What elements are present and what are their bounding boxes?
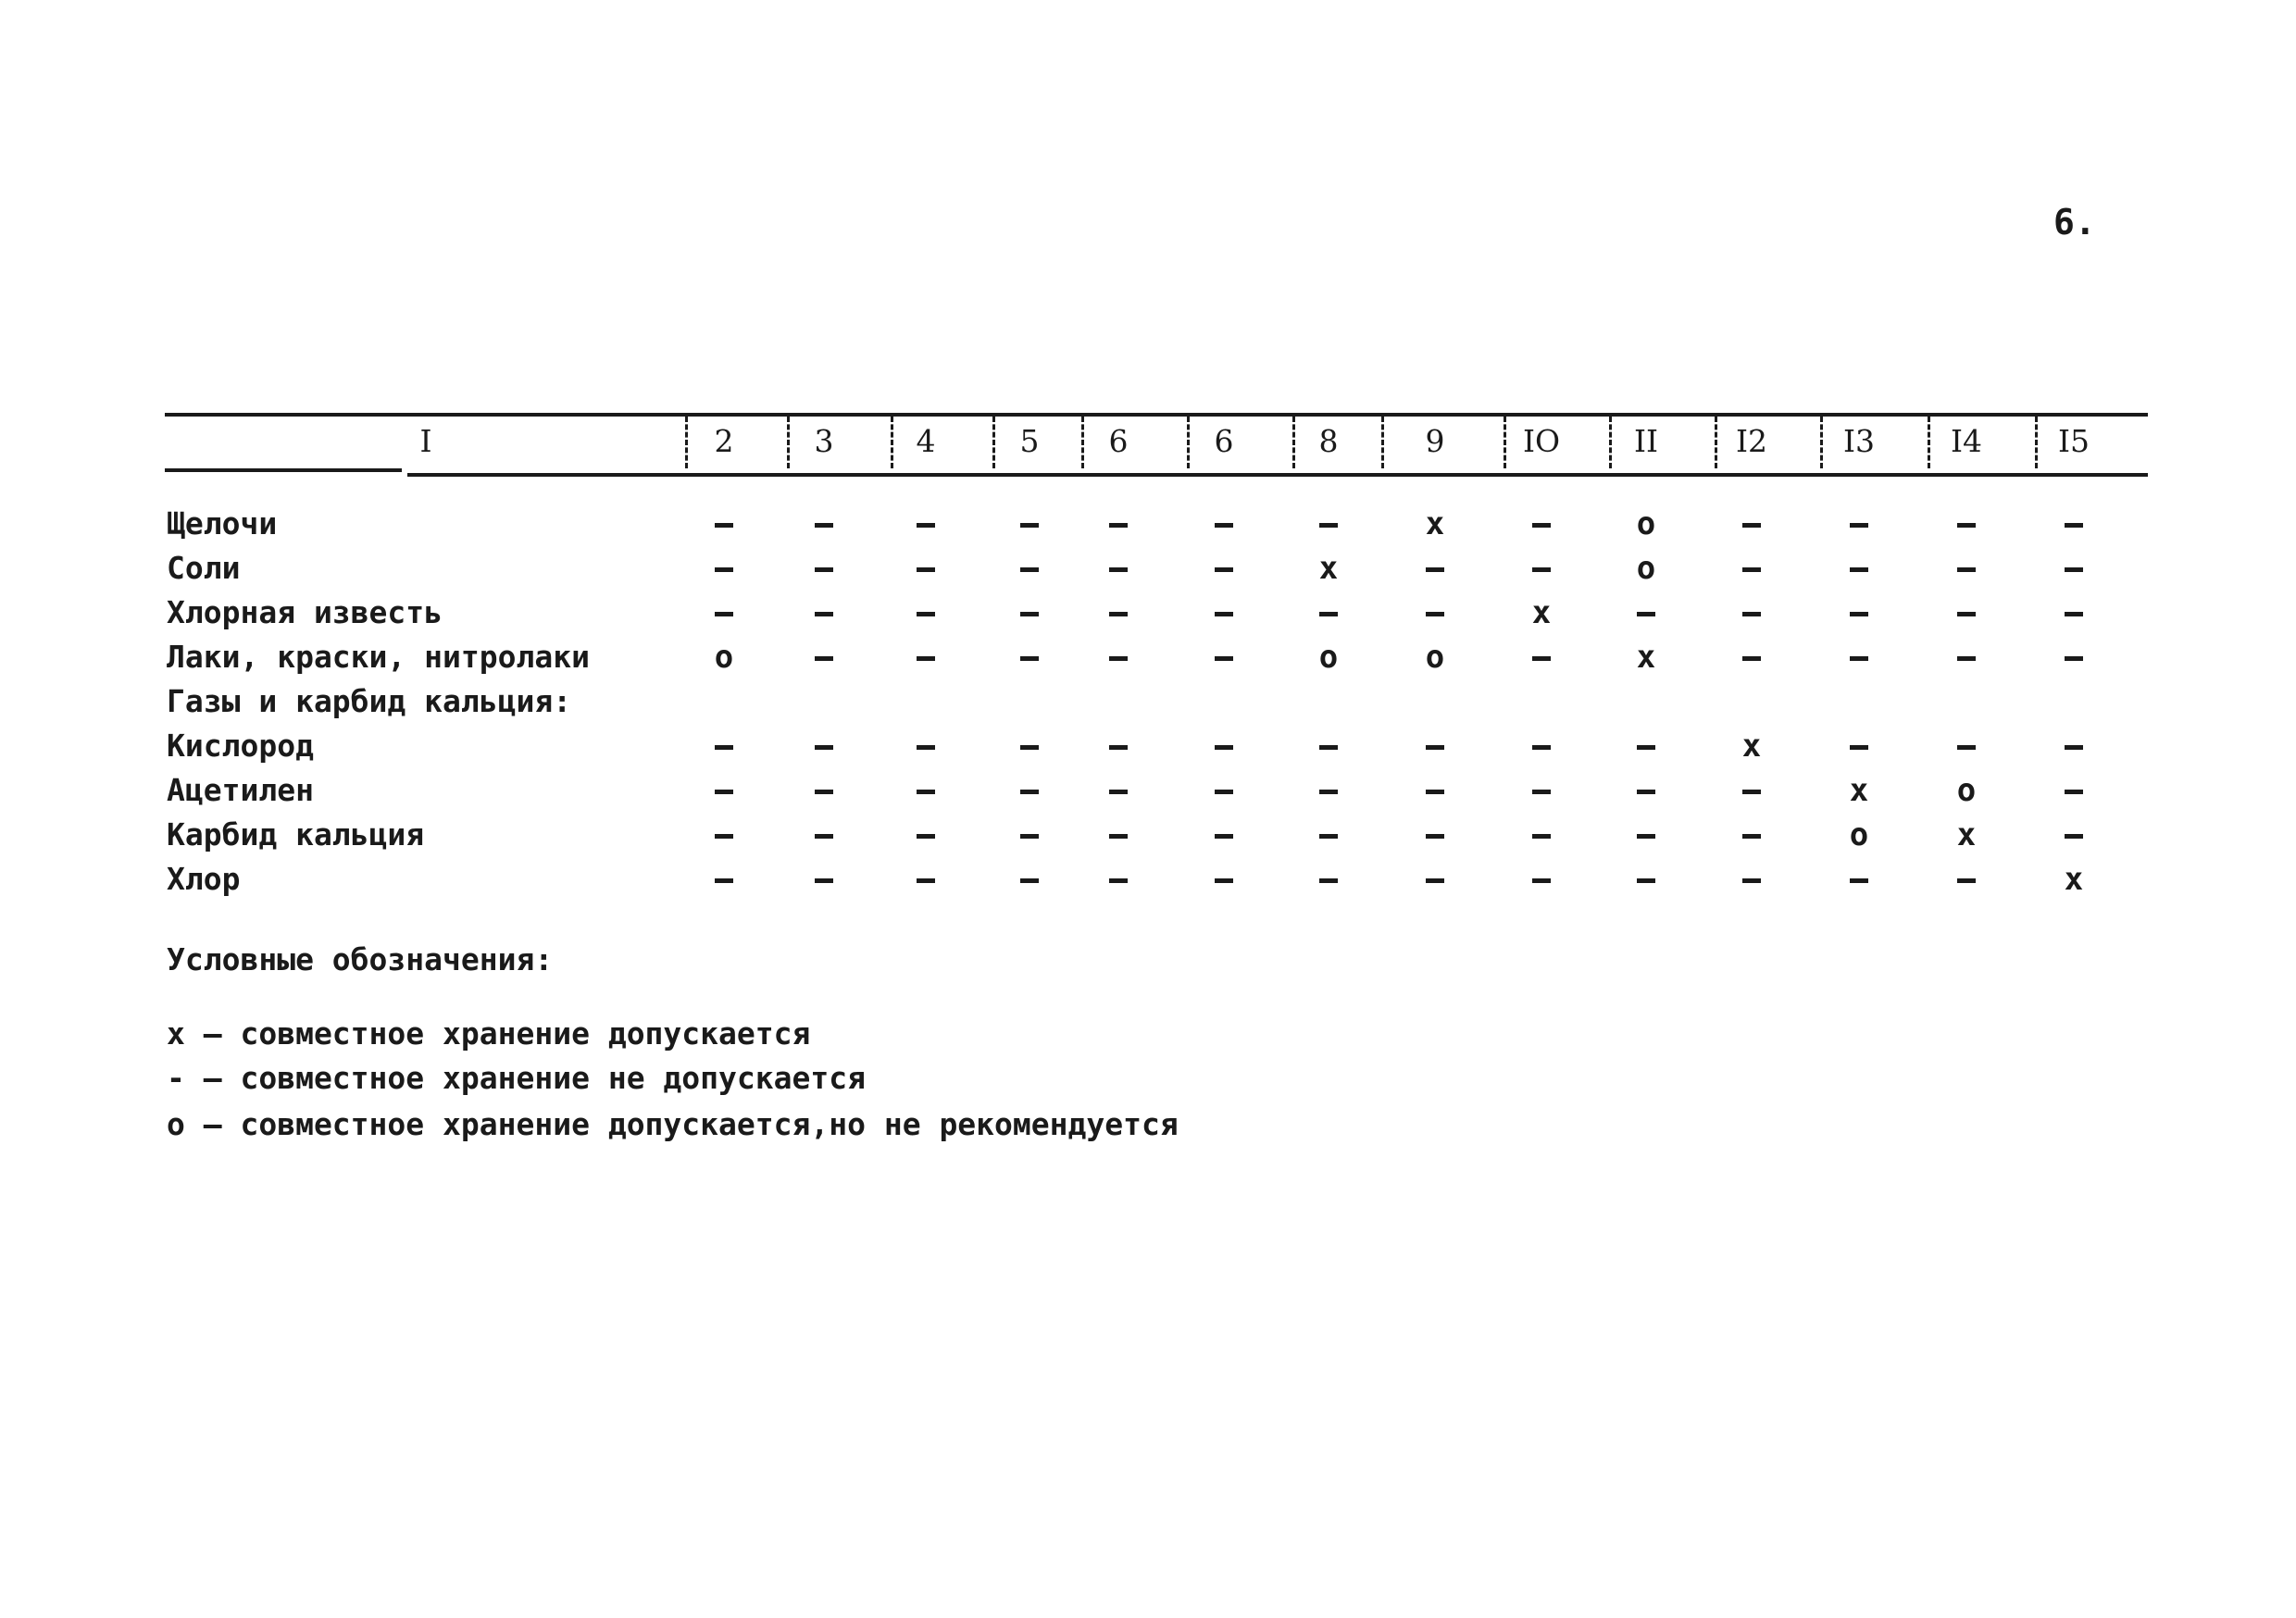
- dash-mark: [815, 834, 833, 839]
- table-cell-dash: [792, 724, 856, 768]
- dash-mark: [715, 612, 733, 616]
- table-cell-dash: [1509, 857, 1574, 902]
- row-label: Лаки, краски, нитролаки: [167, 639, 590, 675]
- table-cell-dash: [2041, 768, 2106, 813]
- dash-mark: [715, 523, 733, 528]
- table-cell-dash: [893, 724, 958, 768]
- table-cell-dash: [1086, 813, 1151, 857]
- column-header: I3: [1842, 423, 1876, 459]
- table-cell-dash: [1192, 724, 1256, 768]
- table-cell-dash: [1296, 813, 1361, 857]
- column-header: 9: [1425, 423, 1445, 459]
- table-cell-dash: [1192, 591, 1256, 635]
- legend-item: o – совместное хранение допускается,но не рекомендуется: [167, 1106, 1179, 1142]
- table-cell-dash: [1403, 768, 1467, 813]
- dash-mark: [1215, 567, 1233, 572]
- column-header: II: [1633, 423, 1659, 459]
- table-cell-dash: [1934, 502, 1999, 546]
- column-header: 8: [1318, 423, 1339, 459]
- table-cell-dash: [1719, 591, 1784, 635]
- table-cell-dash: [1296, 724, 1361, 768]
- dash-mark: [917, 834, 935, 839]
- dash-mark: [815, 523, 833, 528]
- table-cell-dash: [692, 546, 756, 591]
- table-cell-dash: [1086, 768, 1151, 813]
- table-cell: o: [1636, 550, 1656, 587]
- table-cell-dash: [1296, 857, 1361, 902]
- dash-mark: [1215, 790, 1233, 794]
- table-cell-dash: [692, 857, 756, 902]
- table-cell-dash: [1719, 635, 1784, 679]
- page-number: 6.: [2053, 202, 2096, 243]
- column-separator: [1381, 417, 1384, 468]
- dash-mark: [715, 878, 733, 883]
- table-cell: x: [1956, 816, 1977, 853]
- dash-mark: [2065, 790, 2083, 794]
- row-label: Кислород: [167, 728, 314, 764]
- table-cell-dash: [2041, 724, 2106, 768]
- dash-mark: [1020, 567, 1039, 572]
- dash-mark: [1020, 612, 1039, 616]
- table-cell-dash: [1403, 591, 1467, 635]
- column-header: 6: [1108, 423, 1129, 459]
- table-cell: o: [1956, 772, 1977, 809]
- dash-mark: [1850, 567, 1868, 572]
- table-cell-dash: [1614, 724, 1678, 768]
- column-header: I4: [1950, 423, 1983, 459]
- dash-mark: [1850, 523, 1868, 528]
- dash-mark: [1319, 790, 1338, 794]
- table-cell-dash: [893, 591, 958, 635]
- dash-mark: [1957, 567, 1976, 572]
- table-cell-dash: [792, 591, 856, 635]
- dash-mark: [1215, 834, 1233, 839]
- row-label: Щелочи: [167, 505, 278, 541]
- dash-mark: [1742, 523, 1761, 528]
- table-cell: o: [1636, 505, 1656, 542]
- table-cell-dash: [1086, 502, 1151, 546]
- dash-mark: [1532, 834, 1551, 839]
- table-cell-dash: [997, 635, 1062, 679]
- table-cell-dash: [1192, 502, 1256, 546]
- table-cell-dash: [1934, 591, 1999, 635]
- table-cell: x: [1425, 505, 1445, 542]
- table-cell-dash: [1192, 857, 1256, 902]
- table-cell-dash: [1827, 502, 1891, 546]
- dash-mark: [1109, 567, 1128, 572]
- row-label: Соли: [167, 550, 241, 586]
- table-cell-dash: [997, 502, 1062, 546]
- dash-mark: [1426, 567, 1444, 572]
- table-cell-dash: [893, 635, 958, 679]
- table-cell-dash: [997, 813, 1062, 857]
- dash-mark: [1319, 612, 1338, 616]
- table-cell-dash: [692, 502, 756, 546]
- dash-mark: [2065, 523, 2083, 528]
- dash-mark: [1020, 790, 1039, 794]
- table-cell-dash: [1719, 768, 1784, 813]
- table-cell-dash: [692, 591, 756, 635]
- column-header: I: [419, 423, 432, 459]
- table-cell-dash: [997, 768, 1062, 813]
- table-cell-dash: [997, 546, 1062, 591]
- column-header: 2: [714, 423, 734, 459]
- dash-mark: [917, 745, 935, 750]
- dash-mark: [1109, 834, 1128, 839]
- dash-mark: [1850, 745, 1868, 750]
- dash-mark: [1109, 523, 1128, 528]
- table-cell-dash: [1403, 857, 1467, 902]
- table-cell-dash: [692, 768, 756, 813]
- dash-mark: [815, 567, 833, 572]
- table-cell: o: [1425, 639, 1445, 676]
- table-cell-dash: [792, 813, 856, 857]
- dash-mark: [2065, 834, 2083, 839]
- column-header: IO: [1522, 423, 1561, 459]
- table-cell-dash: [1403, 813, 1467, 857]
- dash-mark: [1637, 878, 1655, 883]
- table-cell-dash: [1827, 546, 1891, 591]
- table-cell-dash: [2041, 635, 2106, 679]
- dash-mark: [917, 878, 935, 883]
- dash-mark: [815, 878, 833, 883]
- table-cell-dash: [1934, 857, 1999, 902]
- table-cell-dash: [1827, 635, 1891, 679]
- table-cell-dash: [1086, 724, 1151, 768]
- column-header: 6: [1214, 423, 1234, 459]
- table-cell-dash: [1934, 546, 1999, 591]
- table-cell-dash: [1614, 768, 1678, 813]
- dash-mark: [1215, 612, 1233, 616]
- table-cell-dash: [1086, 546, 1151, 591]
- dash-mark: [1426, 878, 1444, 883]
- dash-mark: [1957, 612, 1976, 616]
- dash-mark: [1532, 745, 1551, 750]
- table-cell-dash: [893, 813, 958, 857]
- row-label: Карбид кальция: [167, 816, 425, 853]
- table-cell-dash: [2041, 591, 2106, 635]
- table-cell: x: [2064, 861, 2084, 898]
- legend-title: Условные обозначения:: [167, 941, 554, 977]
- dash-mark: [1319, 523, 1338, 528]
- table-cell-dash: [792, 635, 856, 679]
- table-cell: o: [1318, 639, 1339, 676]
- legend-item: x – совместное хранение допускается: [167, 1015, 811, 1052]
- dash-mark: [715, 567, 733, 572]
- dash-mark: [1742, 878, 1761, 883]
- dash-mark: [917, 790, 935, 794]
- dash-mark: [917, 523, 935, 528]
- table-cell-dash: [692, 813, 756, 857]
- dash-mark: [1426, 790, 1444, 794]
- dash-mark: [815, 745, 833, 750]
- dash-mark: [1532, 878, 1551, 883]
- column-header: I5: [2057, 423, 2090, 459]
- dash-mark: [1637, 745, 1655, 750]
- dash-mark: [1109, 790, 1128, 794]
- table-cell-dash: [893, 768, 958, 813]
- dash-mark: [2065, 567, 2083, 572]
- table-cell-dash: [1296, 768, 1361, 813]
- table-cell-dash: [1086, 635, 1151, 679]
- dash-mark: [1020, 523, 1039, 528]
- table-cell: x: [1531, 594, 1552, 631]
- table-cell: x: [1741, 728, 1762, 765]
- dash-mark: [1742, 834, 1761, 839]
- dash-mark: [1742, 656, 1761, 661]
- dash-mark: [1742, 790, 1761, 794]
- dash-mark: [1215, 878, 1233, 883]
- dash-mark: [815, 790, 833, 794]
- dash-mark: [1020, 834, 1039, 839]
- dash-mark: [1215, 745, 1233, 750]
- dash-mark: [1637, 612, 1655, 616]
- row-label: Газы и карбид кальция:: [167, 683, 572, 719]
- dash-mark: [2065, 656, 2083, 661]
- table-cell-dash: [1509, 635, 1574, 679]
- dash-mark: [1109, 878, 1128, 883]
- table-cell: x: [1318, 550, 1339, 587]
- row-label: Хлорная известь: [167, 594, 443, 630]
- table-cell-dash: [893, 502, 958, 546]
- column-header: 4: [916, 423, 936, 459]
- dash-mark: [1957, 745, 1976, 750]
- dash-mark: [1215, 656, 1233, 661]
- table-cell-dash: [1614, 813, 1678, 857]
- table-cell-dash: [1827, 857, 1891, 902]
- dash-mark: [1637, 790, 1655, 794]
- dash-mark: [917, 612, 935, 616]
- dash-mark: [917, 567, 935, 572]
- table-cell-dash: [1509, 724, 1574, 768]
- dash-mark: [715, 834, 733, 839]
- dash-mark: [1319, 745, 1338, 750]
- dash-mark: [1532, 656, 1551, 661]
- table-cell-dash: [1086, 591, 1151, 635]
- dash-mark: [715, 790, 733, 794]
- dash-mark: [1957, 656, 1976, 661]
- table-cell-dash: [1296, 591, 1361, 635]
- dash-mark: [1319, 878, 1338, 883]
- table-cell-dash: [1509, 546, 1574, 591]
- table-cell-dash: [1192, 768, 1256, 813]
- table-cell-dash: [997, 591, 1062, 635]
- dash-mark: [1426, 834, 1444, 839]
- dash-mark: [1742, 612, 1761, 616]
- table-cell-dash: [1192, 635, 1256, 679]
- dash-mark: [1532, 567, 1551, 572]
- dash-mark: [815, 656, 833, 661]
- table-cell-dash: [1827, 724, 1891, 768]
- table-cell: o: [1849, 816, 1869, 853]
- dash-mark: [1532, 523, 1551, 528]
- row-label: Ацетилен: [167, 772, 314, 808]
- column-header: 5: [1019, 423, 1040, 459]
- table-cell-dash: [1934, 724, 1999, 768]
- dash-mark: [1957, 878, 1976, 883]
- table-cell-dash: [1192, 546, 1256, 591]
- dash-mark: [1426, 745, 1444, 750]
- dash-mark: [1532, 790, 1551, 794]
- dash-mark: [1426, 612, 1444, 616]
- table-cell: x: [1849, 772, 1869, 809]
- dash-mark: [1020, 745, 1039, 750]
- column-header: 3: [814, 423, 834, 459]
- dash-mark: [2065, 745, 2083, 750]
- column-header: I2: [1735, 423, 1768, 459]
- table-cell-dash: [997, 724, 1062, 768]
- table-cell-dash: [893, 546, 958, 591]
- table-cell-dash: [792, 502, 856, 546]
- table-cell-dash: [1934, 635, 1999, 679]
- table-cell-dash: [1827, 591, 1891, 635]
- table-cell-dash: [792, 546, 856, 591]
- dash-mark: [1109, 745, 1128, 750]
- table-cell-dash: [997, 857, 1062, 902]
- table-cell-dash: [1719, 857, 1784, 902]
- table-cell-dash: [2041, 546, 2106, 591]
- dash-mark: [1020, 878, 1039, 883]
- dash-mark: [1215, 523, 1233, 528]
- dash-mark: [1850, 656, 1868, 661]
- dash-mark: [1850, 612, 1868, 616]
- dash-mark: [815, 612, 833, 616]
- table-cell-dash: [1509, 813, 1574, 857]
- table-cell-dash: [1296, 502, 1361, 546]
- table-cell-dash: [2041, 813, 2106, 857]
- table-cell-dash: [1614, 591, 1678, 635]
- table-cell-dash: [1719, 546, 1784, 591]
- dash-mark: [1957, 523, 1976, 528]
- table-cell-dash: [1509, 768, 1574, 813]
- dash-mark: [715, 745, 733, 750]
- dash-mark: [1020, 656, 1039, 661]
- legend-item: - – совместное хранение не допускается: [167, 1060, 866, 1096]
- table-cell-dash: [1614, 857, 1678, 902]
- table-cell-dash: [1719, 813, 1784, 857]
- table-cell-dash: [1403, 724, 1467, 768]
- dash-mark: [1742, 567, 1761, 572]
- table-cell-dash: [1192, 813, 1256, 857]
- table-cell: o: [714, 639, 734, 676]
- table-rule-bottom: [165, 468, 402, 472]
- dash-mark: [2065, 612, 2083, 616]
- table-cell: x: [1636, 639, 1656, 676]
- table-cell-dash: [792, 857, 856, 902]
- dash-mark: [1109, 656, 1128, 661]
- table-cell-dash: [1403, 546, 1467, 591]
- dash-mark: [1850, 878, 1868, 883]
- table-cell-dash: [1719, 502, 1784, 546]
- table-cell-dash: [1509, 502, 1574, 546]
- dash-mark: [1319, 834, 1338, 839]
- table-cell-dash: [1086, 857, 1151, 902]
- row-label: Хлор: [167, 861, 241, 897]
- dash-mark: [1637, 834, 1655, 839]
- dash-mark: [1109, 612, 1128, 616]
- dash-mark: [917, 656, 935, 661]
- table-cell-dash: [2041, 502, 2106, 546]
- table-rule-bottom: [407, 473, 2148, 477]
- table-cell-dash: [692, 724, 756, 768]
- table-cell-dash: [893, 857, 958, 902]
- table-cell-dash: [792, 768, 856, 813]
